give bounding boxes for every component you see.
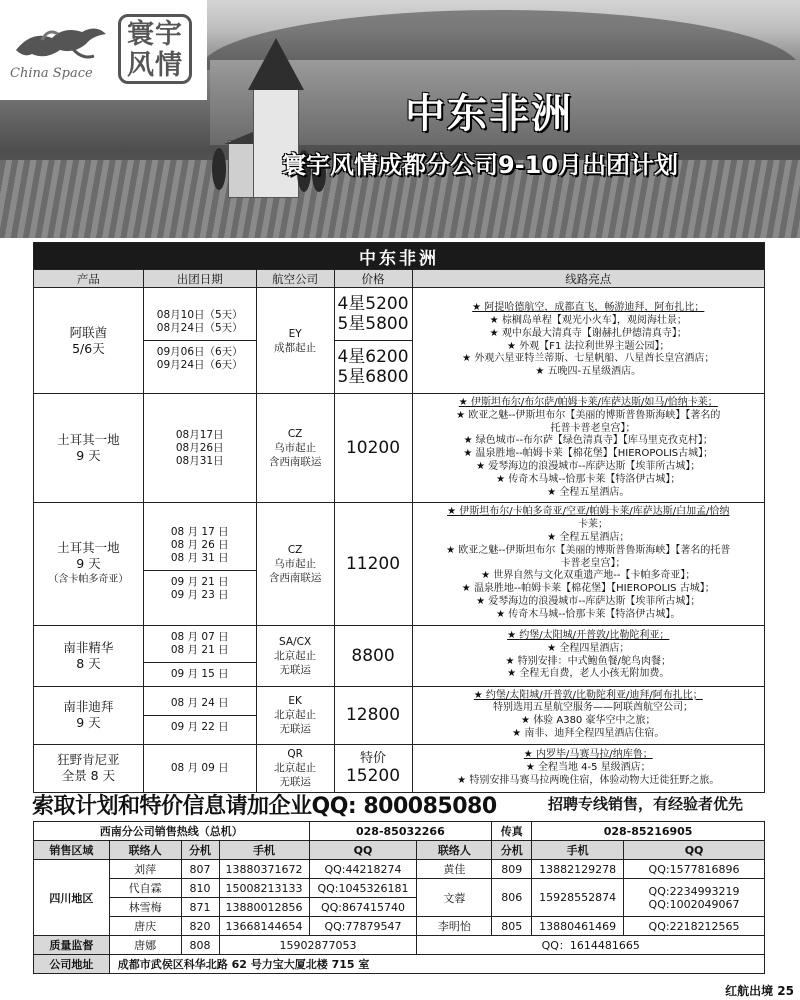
departure-date: 08 月 24 日	[170, 696, 229, 709]
price-group	[335, 340, 412, 393]
contact-cell: 809	[492, 860, 532, 879]
price-value: 12800	[345, 705, 401, 726]
price-group	[335, 640, 412, 672]
price-value: 5星5800	[337, 314, 409, 334]
product-line: 8 天	[76, 655, 101, 671]
highlight-item: ★ 约堡/太阳城/开普敦/比勒陀利亚/迪拜/阿布扎比；	[417, 690, 760, 703]
price-cell	[334, 744, 412, 792]
price-cell	[334, 503, 412, 625]
date-group	[144, 340, 256, 377]
departure-date: 08 月 17 日	[170, 525, 229, 538]
product-line: 阿联酋	[69, 324, 108, 340]
page-subtitle: 寰宇风情成都分公司9-10月出团计划	[282, 151, 679, 179]
tour-row	[34, 394, 765, 503]
airline-cell	[256, 394, 334, 503]
contact-cell: 810	[181, 879, 219, 898]
contact-cell: QQ:44218274	[309, 860, 417, 879]
highlight-item: ★ 传奇木马城--恰那卡莱【特洛伊古城】。	[417, 609, 760, 622]
contact-cell: 13668144654	[219, 917, 309, 936]
qq-number: QQ:2234993219	[648, 884, 740, 898]
contact-cell: QQ:867415740	[309, 898, 417, 917]
contact-cell: 质量监督	[34, 936, 110, 955]
highlight-item: ★ 传奇木马城--恰那卡莱【特洛伊古城】；	[417, 474, 760, 487]
date-group	[144, 757, 256, 780]
tree	[212, 148, 226, 190]
date-group	[144, 626, 256, 662]
departure-dates-cell	[143, 503, 256, 625]
price-group	[335, 699, 412, 731]
hero-banner	[0, 0, 800, 238]
departure-date: 09 月 21 日	[170, 575, 229, 588]
contact-cell: 15928552874	[532, 879, 624, 917]
price-group	[335, 548, 412, 580]
brand-name-cn: 寰宇风情	[118, 14, 192, 84]
contact-cell: 李明怡	[417, 917, 492, 936]
departure-date: 09月06日（6天）	[156, 346, 243, 358]
contact-cell: 820	[181, 917, 219, 936]
date-group	[144, 521, 256, 570]
product-line: 5/6天	[72, 340, 105, 356]
product-line: 9 天	[76, 555, 101, 571]
highlight-item: 卡普老皇宫】；	[560, 557, 626, 569]
highlight-item: ★ 全程无自费，老人小孩无附加费。	[417, 668, 760, 681]
contact-cell: QQ：1614481665	[417, 936, 765, 955]
contact-cell: 028-85032266	[309, 822, 492, 841]
product-line: 南非迪拜	[63, 699, 114, 715]
departure-dates-cell	[143, 686, 256, 744]
route-highlights-cell	[412, 503, 764, 625]
column-header: 产品	[34, 270, 144, 288]
qq-number: QQ:2218212565	[648, 919, 740, 933]
column-header: 航空公司	[256, 270, 334, 288]
church-spire	[248, 38, 304, 90]
qq-number: QQ:1002049067	[648, 897, 740, 911]
highlight-item: ★ 外观六星亚特兰蒂斯、七星帆船、八星酋长皇宫酒店；	[417, 353, 760, 366]
contact-cell: 15008213133	[219, 879, 309, 898]
route-highlights-cell	[412, 744, 764, 792]
sales-contacts-table	[33, 821, 765, 974]
price-value: 11200	[345, 553, 401, 574]
departure-date: 08月10日（5天）	[156, 309, 243, 321]
address-row	[34, 955, 765, 974]
airline-line: 含西南联运	[268, 456, 322, 469]
church-tower	[253, 88, 299, 198]
date-group	[144, 304, 256, 340]
departure-date: 08月31日	[175, 454, 224, 467]
departure-date: 08 月 26 日	[170, 538, 229, 551]
contact-row	[34, 917, 765, 936]
product-cell	[34, 744, 144, 792]
highlight-item: ★ 欧亚之魅--伊斯坦布尔【美丽的博斯普鲁斯海峡】【著名的托普	[417, 545, 760, 558]
contact-cell: 手机	[532, 841, 624, 860]
contact-cell: 唐庆	[109, 917, 181, 936]
product-line: 全景 8 天	[61, 768, 116, 784]
contact-cell: 西南分公司销售热线（总机）	[34, 822, 310, 841]
column-header-row	[34, 270, 765, 288]
contact-cell	[624, 917, 765, 936]
route-highlights-cell	[412, 288, 764, 394]
date-group	[144, 570, 256, 607]
highlight-item: ★ 全程五星酒店。	[417, 487, 760, 500]
price-group	[335, 745, 412, 792]
running-horse-icon	[12, 20, 108, 66]
highlight-item: ★ 全程四星酒店；	[417, 643, 760, 656]
contact-cell: QQ	[624, 841, 765, 860]
contact-cell: 13880371672	[219, 860, 309, 879]
airline-cell	[256, 744, 334, 792]
product-line: 土耳其一地	[57, 432, 120, 448]
contact-cell: 文蓉	[417, 879, 492, 917]
contact-cell: 四川地区	[34, 860, 110, 936]
airline-cell	[256, 288, 334, 394]
highlight-item: ★ 体验 A380 豪华空中之旅；	[417, 715, 760, 728]
highlight-item: ★ 内罗毕/马赛马拉/纳库鲁；	[417, 749, 760, 762]
price-group	[335, 432, 412, 464]
date-group	[144, 715, 256, 739]
column-header: 线路亮点	[412, 270, 764, 288]
highlight-item: ★ 南非、迪拜全程四星酒店住宿。	[417, 728, 760, 741]
tour-row	[34, 288, 765, 394]
airline-line: EK	[288, 695, 302, 708]
contact-cell: 成都市武侯区科华北路 62 号力宝大厦北楼 715 室	[109, 955, 764, 974]
contact-cell: 805	[492, 917, 532, 936]
airline-line: 北京起止	[274, 762, 317, 775]
hotline-row	[34, 822, 765, 841]
highlight-item: ★ 温泉胜地--帕姆卡莱【棉花堡】【HIEROPOLIS古城】；	[417, 448, 760, 461]
highlight-item: ★ 欧亚之魅--伊斯坦布尔【美丽的博斯普鲁斯海峡】【著名的	[417, 410, 760, 423]
departure-dates-cell	[143, 744, 256, 792]
departure-date: 09 月 23 日	[170, 588, 229, 601]
route-highlights-cell	[412, 625, 764, 686]
contact-cell: 刘萍	[109, 860, 181, 879]
date-group	[144, 662, 256, 686]
highlight-item: ★ 特别安排：中式鲍鱼餐/鸵鸟肉餐；	[417, 656, 760, 669]
contact-cell: 传真	[492, 822, 532, 841]
airline-line: 成都起止	[274, 341, 317, 354]
highlight-item: 卡莱；	[578, 519, 609, 531]
airline-line: 无联运	[279, 663, 311, 676]
contact-row	[34, 879, 765, 898]
highlight-item: ★ 阿提哈德航空，成都直飞，畅游迪拜，阿布扎比；	[417, 302, 760, 315]
contact-cell: 联络人	[417, 841, 492, 860]
highlight-item: ★ 全程当地 4-5 星级酒店；	[417, 762, 760, 775]
brand-name-en: China Space	[10, 66, 93, 81]
tour-row	[34, 744, 765, 792]
departure-date: 08 月 09 日	[170, 761, 229, 774]
column-header: 出团日期	[143, 270, 256, 288]
highlight-item: ★ 棕榈岛单程【观光小火车】，观阅海壮景；	[417, 315, 760, 328]
departure-date: 08 月 31 日	[170, 551, 229, 564]
highlight-item: 托普卡普老皇宫】；	[550, 422, 636, 434]
airline-line: 北京起止	[274, 649, 317, 662]
product-line: （含卡帕多奇亚）	[48, 573, 129, 585]
airline-line: 北京起止	[274, 709, 317, 722]
table-banner: 中东非洲	[34, 243, 765, 270]
qq-contact-banner: 索取计划和特价信息请加企业QQ: 800085080	[32, 794, 497, 819]
contact-cell: 手机	[219, 841, 309, 860]
price-cell	[334, 625, 412, 686]
page-number: 25	[777, 984, 794, 998]
contact-cell: 13880461469	[532, 917, 624, 936]
contact-cell: 807	[181, 860, 219, 879]
highlight-item: ★ 爱琴海边的浪漫城市--库萨达斯【埃菲所古城】；	[417, 596, 760, 609]
airline-line: CZ	[287, 428, 303, 441]
contact-cell: 028-85216905	[532, 822, 765, 841]
price-cell	[334, 288, 412, 394]
departure-date: 08 月 21 日	[170, 643, 229, 656]
departure-date: 09 月 22 日	[170, 720, 229, 733]
product-line: 土耳其一地	[57, 539, 120, 555]
highlight-item: ★ 伊斯坦布尔/卡帕多奇亚/空亚/帕姆卡莱/库萨达斯/白加孟/恰纳	[417, 506, 760, 519]
product-line: 南非精华	[63, 639, 114, 655]
highlight-item: ★ 伊斯坦布尔/布尔萨/帕姆卡莱/库萨达斯/如马/恰纳卡莱；	[417, 397, 760, 410]
contact-cell: 分机	[492, 841, 532, 860]
product-line: 狂野肯尼亚	[57, 752, 120, 768]
tour-row	[34, 686, 765, 744]
highlight-item: ★ 绿色城市--布尔萨【绿色清真寺】【库马里克孜克村】；	[417, 435, 760, 448]
route-highlights-cell	[412, 686, 764, 744]
contact-cell: 林雪梅	[109, 898, 181, 917]
hiring-notice: 招聘专线销售，有经验者优先	[548, 795, 744, 813]
contact-cell: QQ:77879547	[309, 917, 417, 936]
airline-line: EY	[288, 327, 302, 340]
product-cell	[34, 503, 144, 625]
contact-cell: 808	[181, 936, 219, 955]
contact-cell: 分机	[181, 841, 219, 860]
departure-date: 09月24日（6天）	[156, 359, 243, 371]
contact-cell: 代自霖	[109, 879, 181, 898]
contact-cell: 联络人	[109, 841, 181, 860]
highlight-item: ★ 约堡/太阳城/开普敦/比勒陀利亚；	[417, 630, 760, 643]
product-line: 9 天	[76, 715, 101, 731]
airline-line: 无联运	[279, 723, 311, 736]
airline-line: 乌市起止	[274, 442, 317, 455]
product-cell	[34, 625, 144, 686]
quality-row	[34, 936, 765, 955]
departure-date: 09 月 15 日	[170, 667, 229, 680]
highlight-item: ★ 世界自然与文化双重遗产地--【卡帕多奇亚】；	[417, 570, 760, 583]
highlight-item: ★ 外观【F1 法拉利世界主题公园】；	[417, 341, 760, 354]
price-cell	[334, 394, 412, 503]
price-value: 8800	[351, 645, 395, 666]
price-value: 4星6200	[337, 347, 409, 367]
highlight-item: ★ 特别安排马赛马拉两晚住宿，体验动物大迁徙狂野之旅。	[417, 775, 760, 788]
airline-cell	[256, 686, 334, 744]
departure-date: 08月17日	[175, 428, 224, 441]
tour-row	[34, 503, 765, 625]
price-value: 10200	[345, 438, 401, 459]
contact-cell: 15902877053	[219, 936, 417, 955]
airline-cell	[256, 503, 334, 625]
date-group	[144, 424, 256, 473]
product-cell	[34, 686, 144, 744]
tour-schedule-table	[33, 242, 765, 793]
contact-cell: 公司地址	[34, 955, 110, 974]
price-group	[335, 288, 412, 340]
airline-line: 乌市起止	[274, 557, 317, 570]
qq-number: QQ:1577816896	[648, 862, 740, 876]
contact-cell: 销售区域	[34, 841, 110, 860]
contact-cell: QQ:1045326181	[309, 879, 417, 898]
product-cell	[34, 288, 144, 394]
schedule-body	[34, 288, 765, 793]
price-value: 15200	[345, 765, 401, 786]
page-title: 中东非洲	[405, 91, 573, 137]
airline-cell	[256, 625, 334, 686]
section-name: 红航出境	[725, 984, 774, 998]
highlight-item: 特别选用五星航空服务——阿联酋航空公司；	[493, 702, 694, 714]
departure-dates-cell	[143, 625, 256, 686]
airline-line: 含西南联运	[268, 571, 322, 584]
brand-logo	[0, 0, 207, 100]
tour-row	[34, 625, 765, 686]
product-cell	[34, 394, 144, 503]
departure-date: 08 月 07 日	[170, 630, 229, 643]
column-header: 价格	[334, 270, 412, 288]
contact-cell: 871	[181, 898, 219, 917]
airline-line: CZ	[287, 543, 303, 556]
highlight-item: ★ 全程五星酒店；	[417, 532, 760, 545]
date-group	[144, 692, 256, 715]
departure-date: 08月26日	[175, 441, 224, 454]
price-value: 4星5200	[337, 294, 409, 314]
departure-dates-cell	[143, 394, 256, 503]
route-highlights-cell	[412, 394, 764, 503]
airline-line: 无联运	[279, 776, 311, 789]
contact-cell: QQ	[309, 841, 417, 860]
product-line: 9 天	[76, 448, 101, 464]
contact-row	[34, 860, 765, 879]
departure-date: 08月24日（5天）	[156, 322, 243, 334]
contact-cell: 13882129278	[532, 860, 624, 879]
contacts-header-row	[34, 841, 765, 860]
page-footer	[725, 982, 794, 999]
highlight-item: ★ 五晚四-五星级酒店。	[417, 366, 760, 379]
departure-dates-cell	[143, 288, 256, 394]
price-cell	[334, 686, 412, 744]
highlight-item: ★ 温泉胜地--帕姆卡莱【棉花堡】【HIEROPOLIS 古城】；	[417, 583, 760, 596]
contact-cell: 806	[492, 879, 532, 917]
contact-cell	[624, 879, 765, 917]
contact-cell	[624, 860, 765, 879]
price-value: 5星6800	[337, 367, 409, 387]
airline-line: SA/CX	[279, 635, 312, 648]
price-value: 特价	[360, 750, 387, 766]
highlight-item: ★ 爱琴海边的浪漫城市--库萨达斯【埃菲所古城】；	[417, 461, 760, 474]
contact-cell: 13880012856	[219, 898, 309, 917]
contact-cell: 黄佳	[417, 860, 492, 879]
airline-line: QR	[287, 748, 303, 761]
highlight-item: ★ 观中东最大清真寺【谢赫扎伊德清真寺】；	[417, 328, 760, 341]
contact-cell: 唐娜	[109, 936, 181, 955]
